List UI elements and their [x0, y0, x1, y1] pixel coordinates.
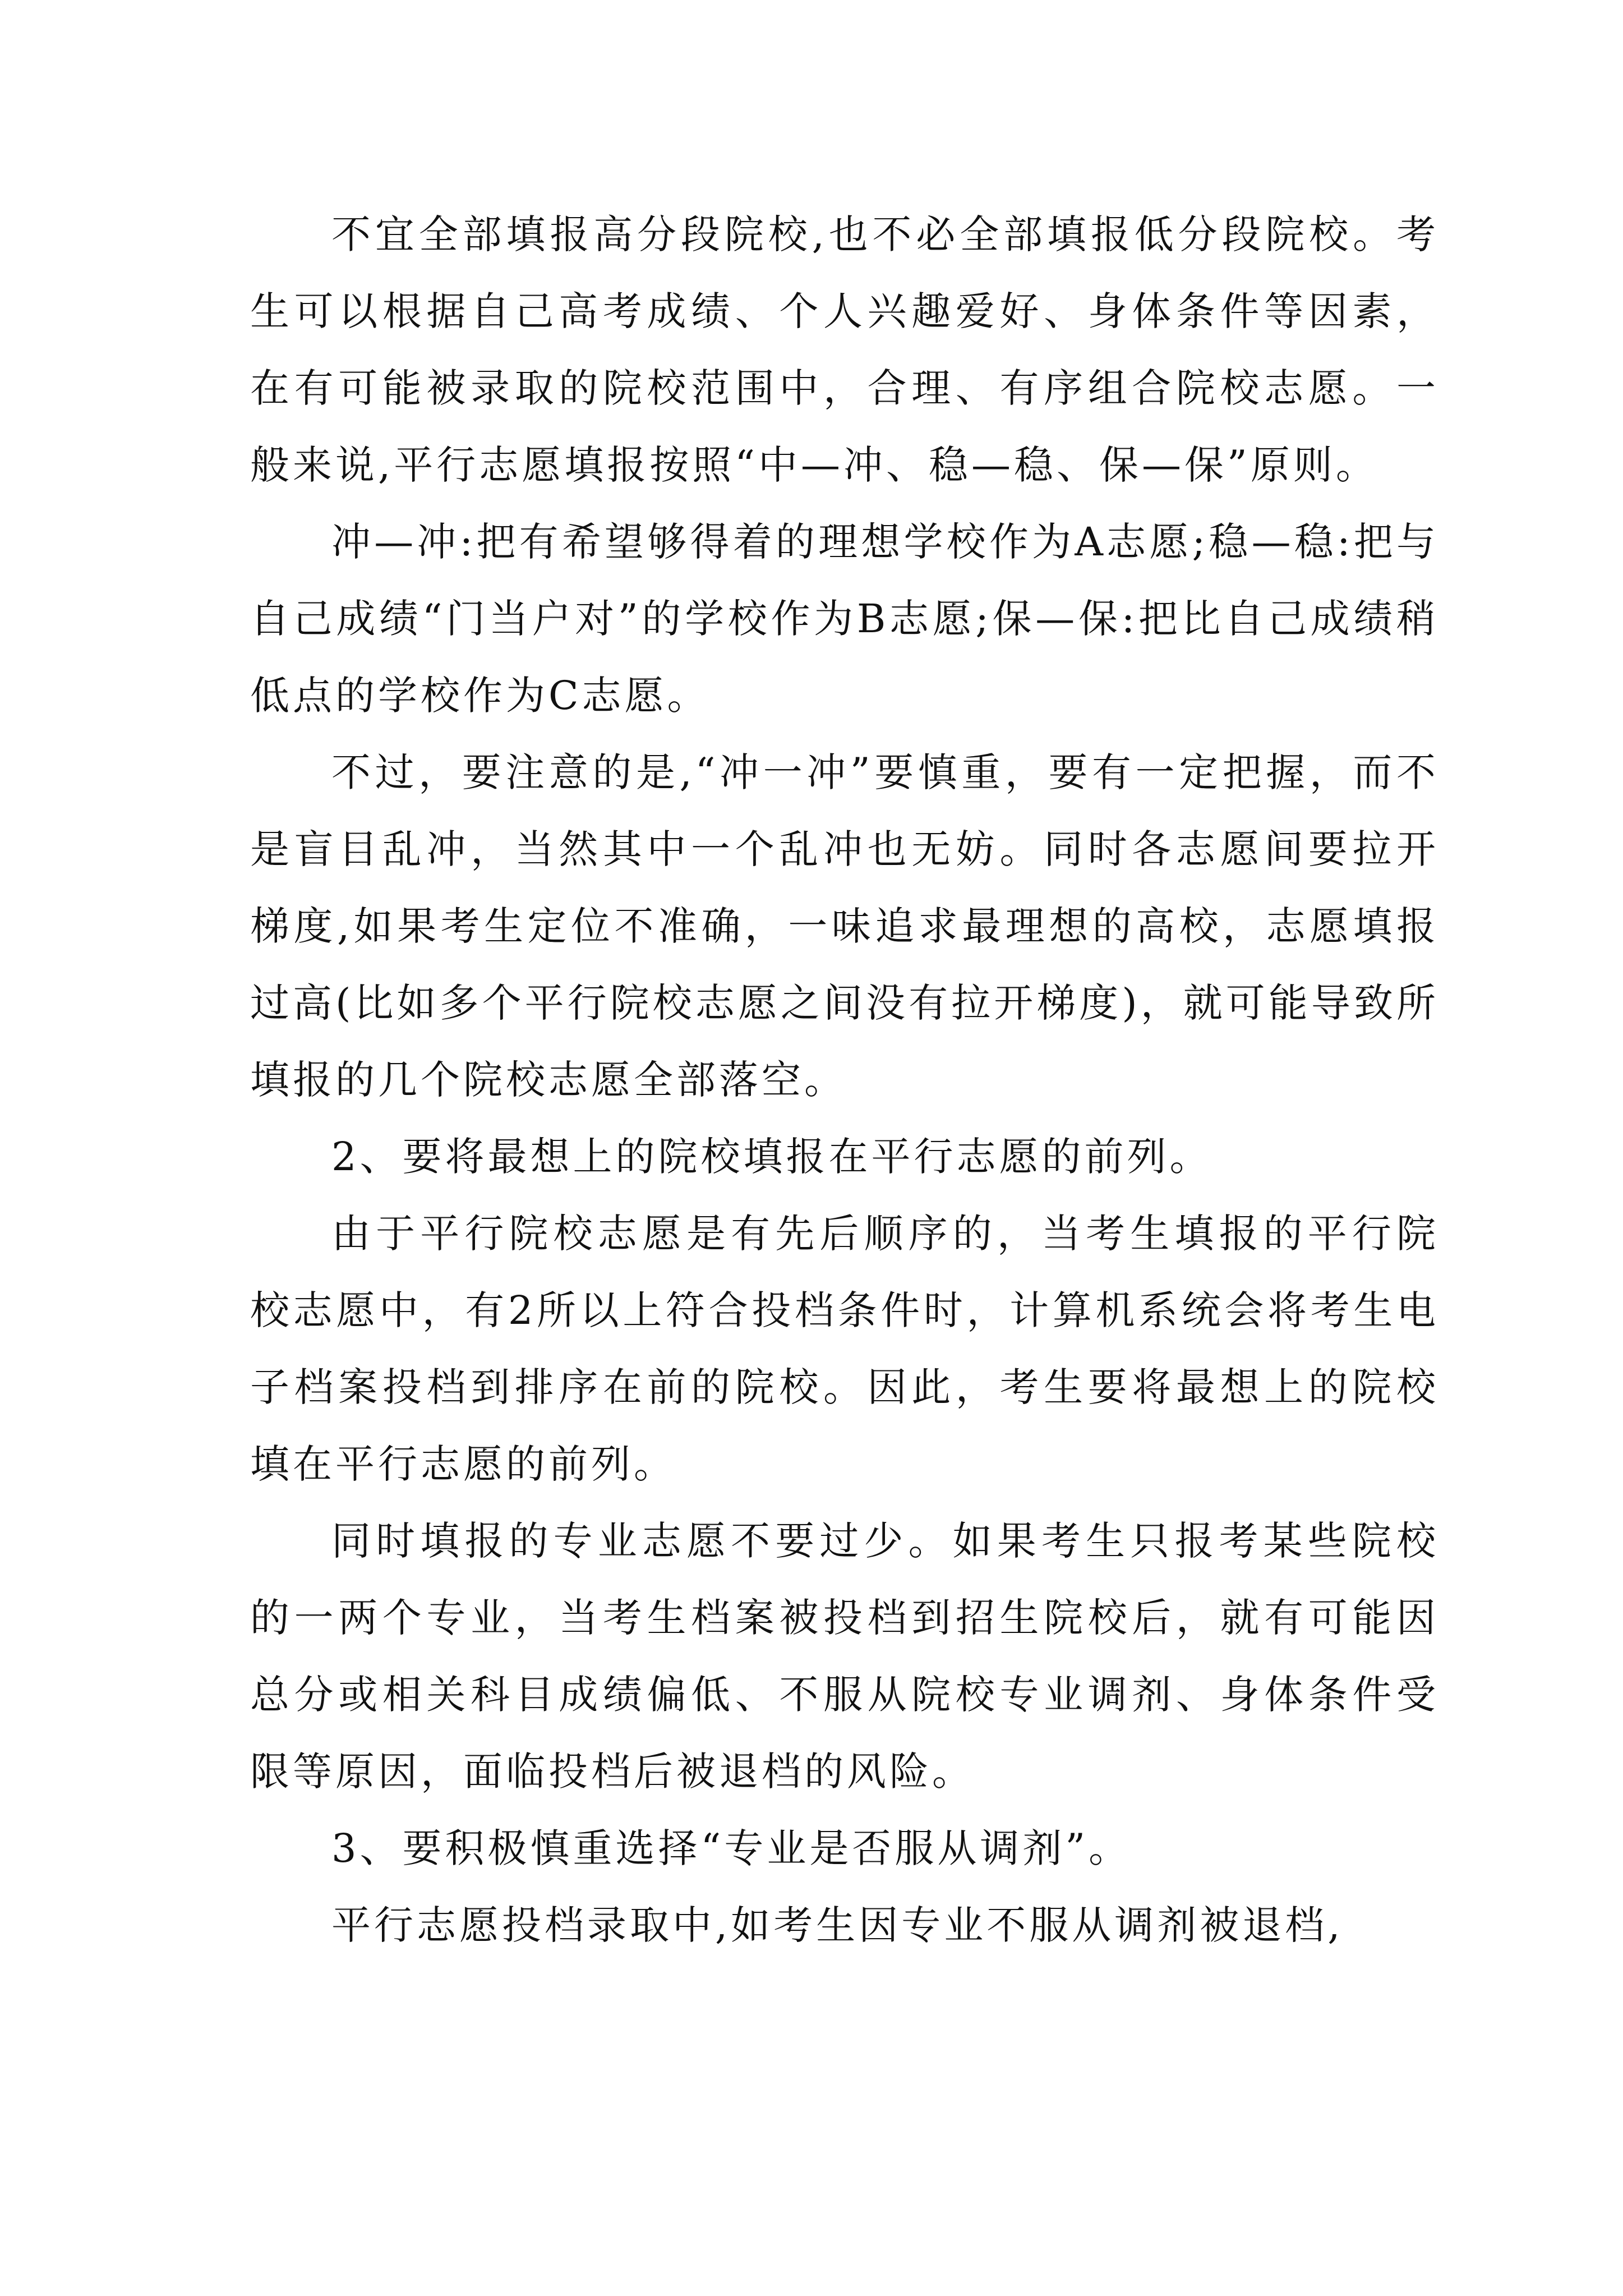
paragraph: 不过，要注意的是,“冲一冲”要慎重，要有一定把握，而不是盲目乱冲，当然其中一个乱冲也无妨。同时各志愿间要拉开梯度,如果考生定位不准确，一味追求最理想的高校，志愿填报过高(比如多个平行院校志愿之间没有拉开梯度)，就可能导致所填报的几个院校志愿全部落空。 [250, 749, 1439, 1103]
document-body [250, 196, 1439, 1964]
paragraph: 由于平行院校志愿是有先后顺序的，当考生填报的平行院校志愿中，有2所以上符合投档条件时，计算机系统会将考生电子档案投档到排序在前的院校。因此，考生要将最想上的院校填在平行志愿的前列。 [250, 1211, 1439, 1487]
paragraph: 同时填报的专业志愿不要过少。如果考生只报考某些院校的一两个专业，当考生档案被投档到招生院校后，就有可能因总分或相关科目成绩偏低、不服从院校专业调剂、身体条件受限等原因，面临投档后被退档的风险。 [250, 1518, 1439, 1795]
paragraph: 平行志愿投档录取中,如考生因专业不服从调剂被退档, [331, 1902, 1344, 1948]
paragraph: 不宜全部填报高分段院校,也不必全部填报低分段院校。考生可以根据自己高考成绩、个人兴趣爱好、身体条件等因素，在有可能被录取的院校范围中，合理、有序组合院校志愿。一般来说,平行志愿填报按照“中—冲、稳—稳、保—保”原则。 [250, 211, 1439, 488]
section-heading: 2、要将最想上的院校填报在平行志愿的前列。 [331, 1134, 1212, 1180]
section-heading: 3、要积极慎重选择“专业是否服从调剂”。 [331, 1825, 1132, 1871]
paragraph: 冲—冲:把有希望够得着的理想学校作为A志愿;稳—稳:把与自己成绩“门当户对”的学校作为B志愿;保—保:把比自己成绩稍低点的学校作为C志愿。 [250, 519, 1439, 719]
